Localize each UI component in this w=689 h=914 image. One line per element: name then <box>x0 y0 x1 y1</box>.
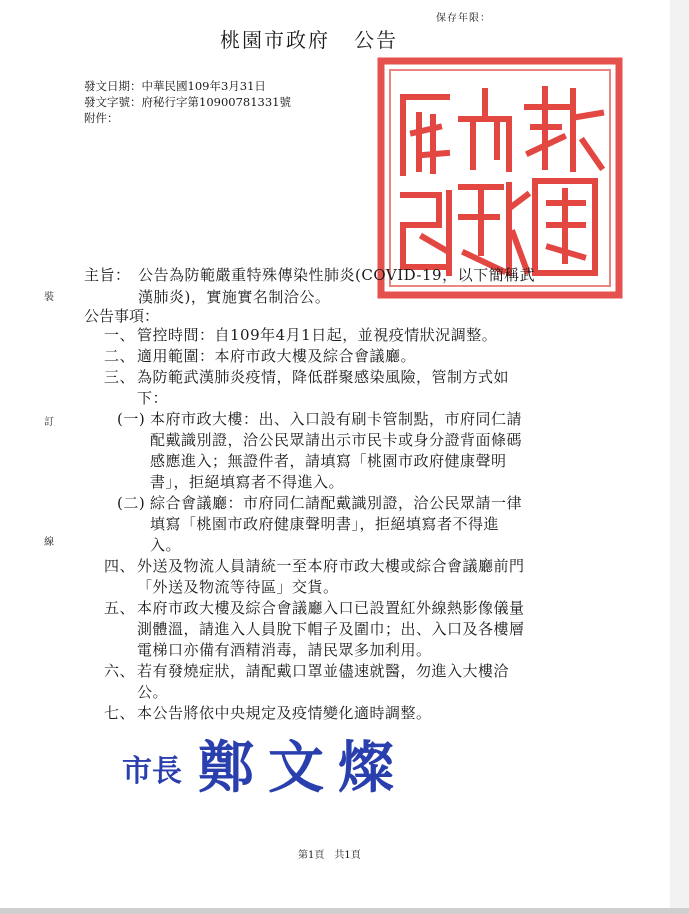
retention-label: 保存年限： <box>436 13 491 24</box>
subject-line: 公告為防範嚴重特殊傳染性肺炎(COVID-19，以下簡稱武 <box>138 266 536 284</box>
item-line: 「外送及物流等待區」交貨。 <box>137 578 339 596</box>
scan-edge <box>0 908 689 914</box>
item-line: 測體溫，請進入人員脫下帽子及圍巾；出、入口及各樓層 <box>137 620 525 638</box>
item-line: 配戴識別證，洽公民眾請出示市民卡或身分證背面條碼 <box>150 431 523 449</box>
notice-item <box>104 556 525 598</box>
item-line: 書」，拒絕填寫者不得進入。 <box>150 473 345 491</box>
item-line: 外送及物流人員請統一至本府市政大樓或綜合會議廳前門 <box>137 557 525 575</box>
item-line: 本府市政大樓及綜合會議廳入口已設置紅外線熱影像儀量 <box>137 599 525 617</box>
item-number: 三、 <box>104 368 136 386</box>
item-number: 七、 <box>104 704 136 722</box>
item-line: 填寫「桃園市政府健康聲明書」，拒絕填寫者不得進 <box>150 515 500 533</box>
item-number: (二) <box>117 494 146 512</box>
page-footer <box>298 846 361 861</box>
issuing-org: 桃園市政府 <box>220 28 330 52</box>
notice-item <box>104 703 432 724</box>
reference-number-value: 府秘行字第10900781331號 <box>141 95 291 109</box>
item-line: 若有發燒症狀，請配戴口罩並儘速就醫，勿進入大樓洽 <box>137 662 510 680</box>
signature-name: 鄭文燦 <box>198 735 408 799</box>
subject-label: 主旨： <box>84 266 131 284</box>
issue-date-label: 發文日期： <box>84 79 142 93</box>
page-number: 第1頁 <box>298 850 325 861</box>
item-line: 本府市政大樓：出、入口設有刷卡管制點，市府同仁請 <box>150 410 523 428</box>
item-line: 公。 <box>137 683 169 701</box>
issue-date-row <box>84 78 291 94</box>
binding-mark: 線 <box>44 537 54 548</box>
item-line: 本公告將依中央規定及疫情變化適時調整。 <box>137 704 432 722</box>
notice-item <box>104 367 509 409</box>
notice-item <box>104 346 416 367</box>
item-line: 適用範圍：本府市政大樓及綜合會議廳。 <box>137 347 417 365</box>
item-number: 四、 <box>104 557 136 575</box>
item-number: 六、 <box>104 662 136 680</box>
notice-item <box>104 661 509 703</box>
item-line: 為防範武漢肺炎疫情，降低群聚感染風險，管制方式如 <box>137 368 510 386</box>
official-seal-stamp <box>377 57 623 299</box>
item-line: 電梯口亦備有酒精消毒，請民眾多加利用。 <box>137 641 432 659</box>
item-number: 五、 <box>104 599 136 617</box>
item-line: 綜合會議廳：市府同仁請配戴識別證，洽公民眾請一律 <box>150 494 523 512</box>
item-line: 感應進入；無證件者，請填寫「桃園市政府健康聲明 <box>150 452 507 470</box>
item-line: 入。 <box>150 536 182 554</box>
notice-subitem <box>117 409 522 493</box>
notice-item <box>104 598 525 661</box>
document-meta <box>84 78 291 126</box>
subject-line: 漢肺炎)，實施實名制洽公。 <box>138 288 331 306</box>
item-number: (一) <box>117 410 146 428</box>
attachment-row <box>84 110 291 126</box>
scan-edge <box>670 0 689 914</box>
notice-item <box>104 325 497 346</box>
issue-date-value: 中華民國109年3月31日 <box>141 79 266 93</box>
reference-number-row <box>84 94 291 110</box>
document-type: 公告 <box>354 28 398 52</box>
binding-mark: 裝 <box>44 292 54 303</box>
notice-subitem <box>117 493 522 556</box>
mayor-signature <box>118 725 448 799</box>
notice-items-heading: 公告事項： <box>84 307 160 325</box>
signature-title: 市長 <box>122 754 182 789</box>
item-line: 管控時間：自109年4月1日起，並視疫情狀況調整。 <box>137 326 498 344</box>
reference-number-label: 發文字號： <box>84 95 142 109</box>
subject-paragraph <box>84 264 619 308</box>
attachment-label: 附件： <box>84 111 119 125</box>
page-total: 共1頁 <box>334 850 361 861</box>
item-number: 二、 <box>104 347 136 365</box>
item-line: 下： <box>137 389 169 407</box>
binding-mark: 訂 <box>44 417 54 428</box>
item-number: 一、 <box>104 326 136 344</box>
document-title <box>220 24 398 53</box>
